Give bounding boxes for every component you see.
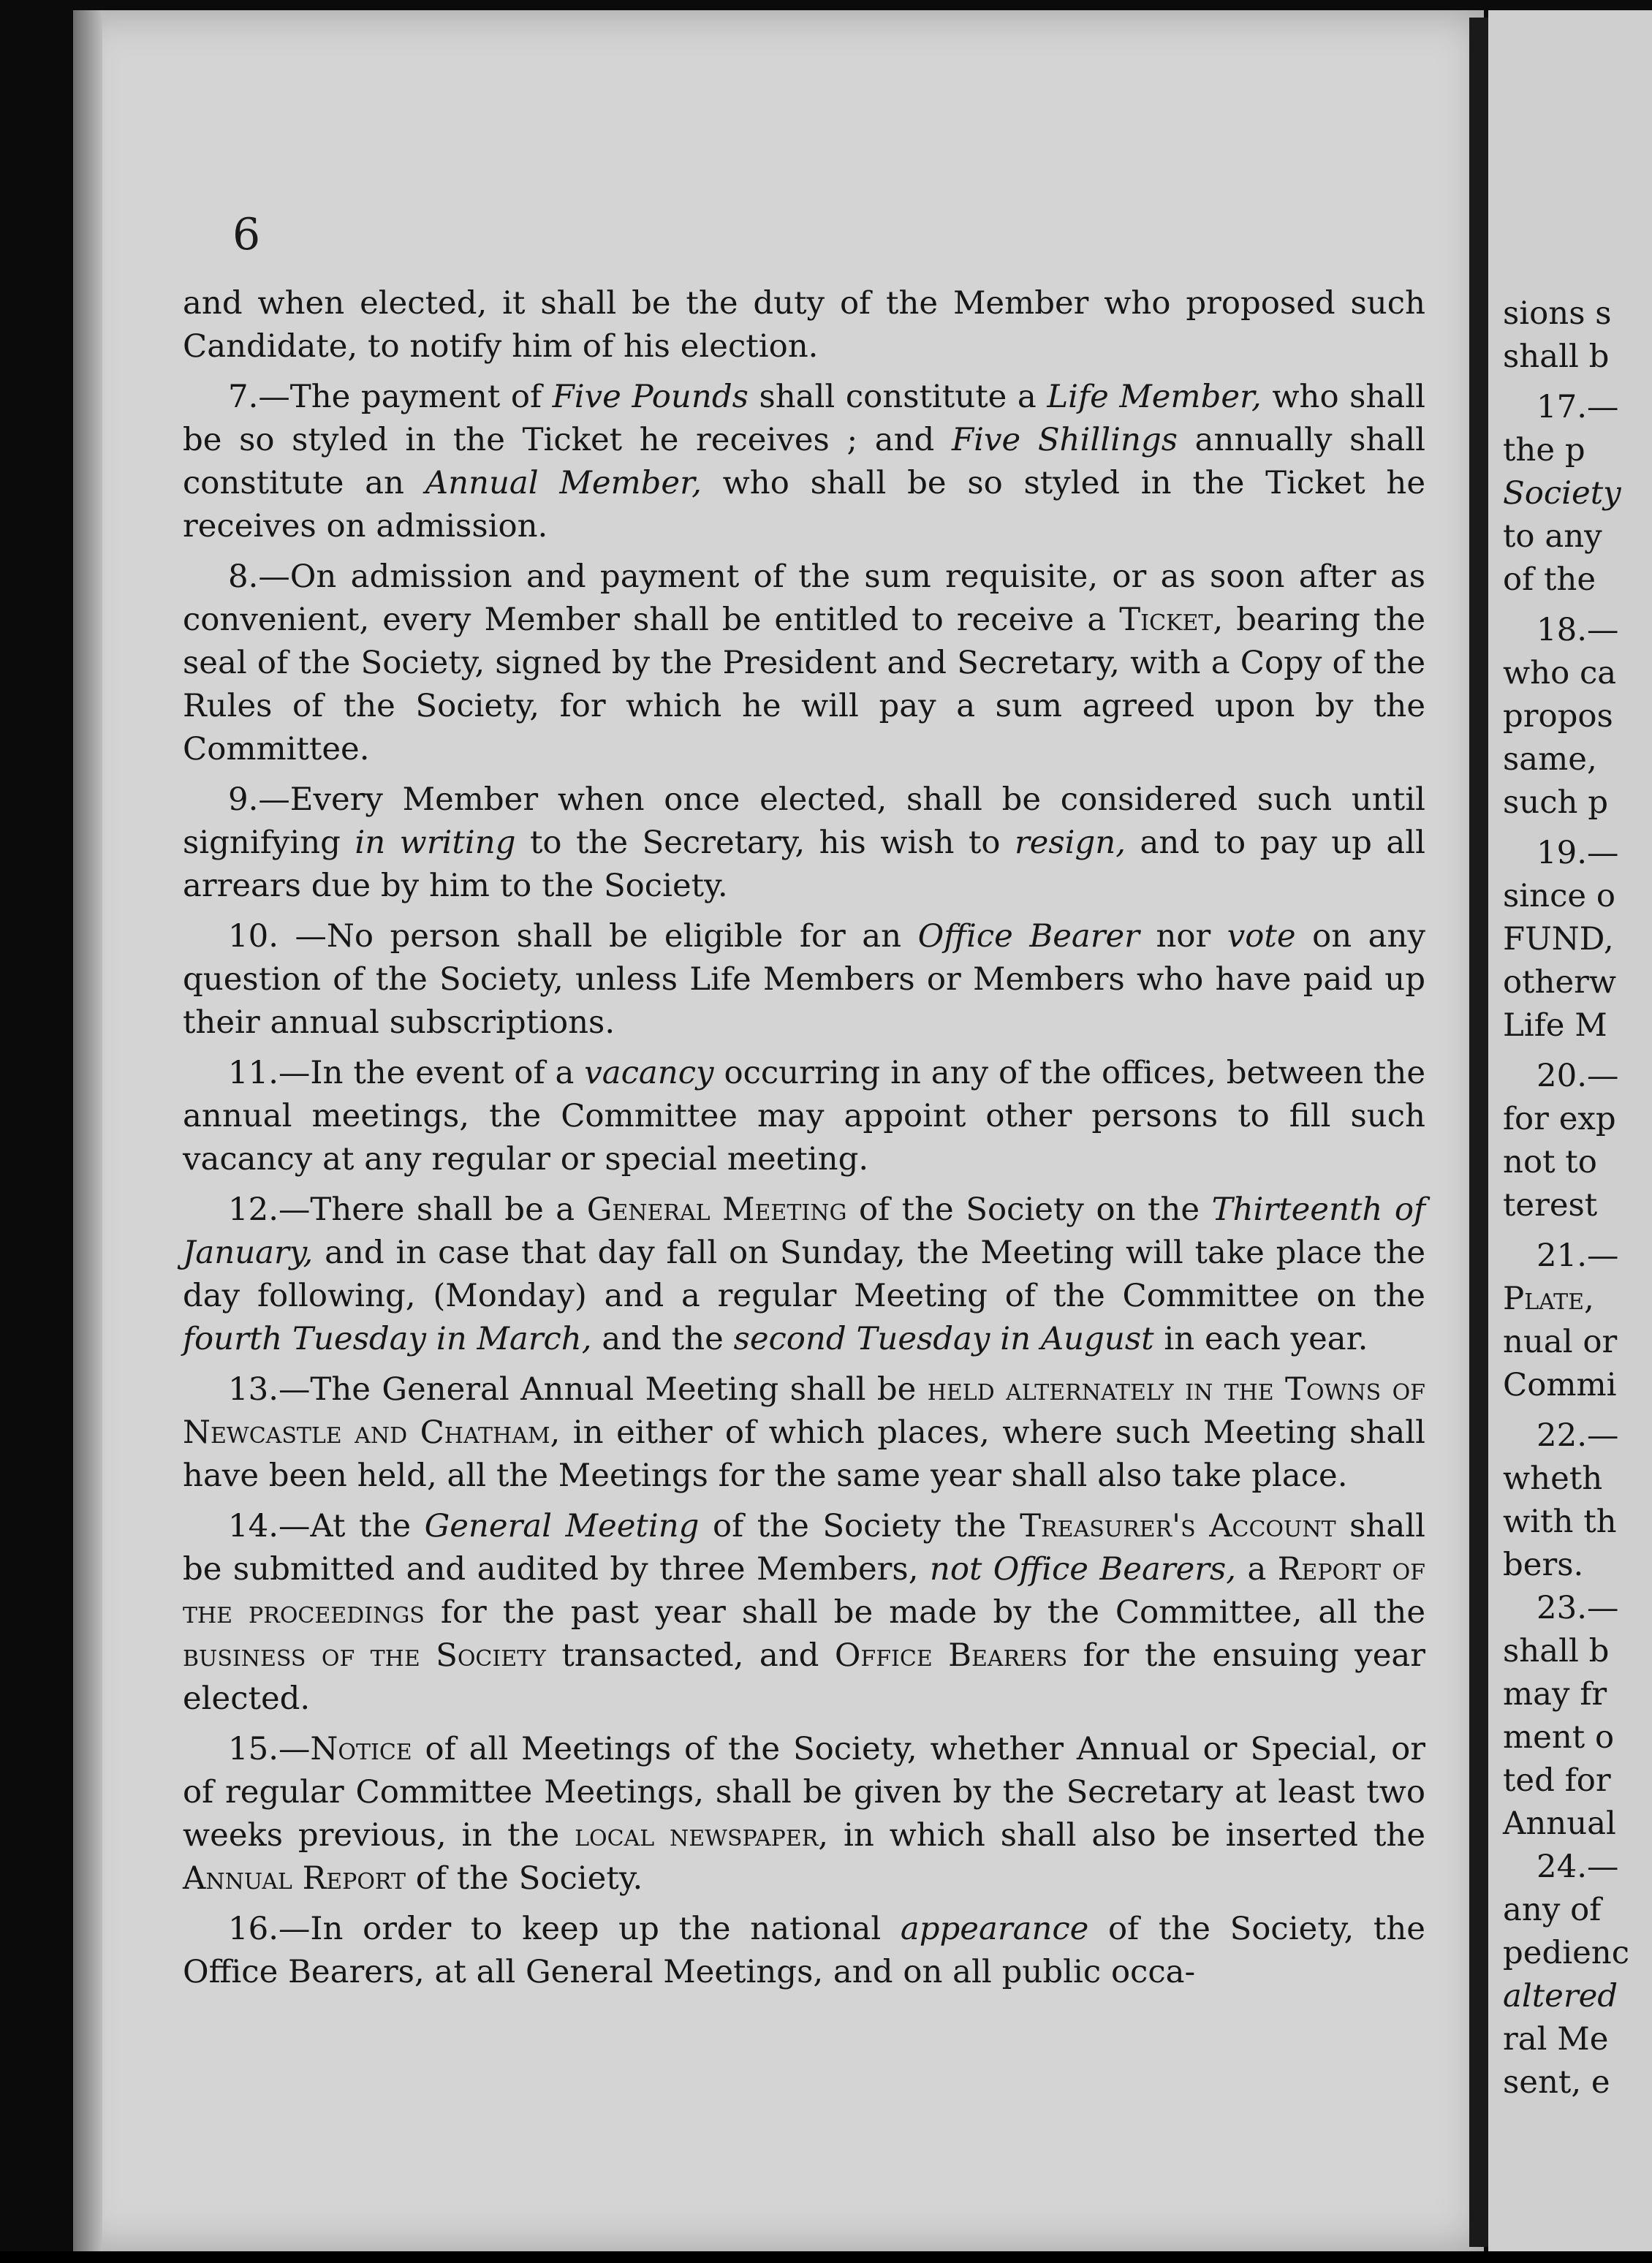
body-text: —On admission and payment of the sum requisite, or as soon after as convenient, every Member shall be entitled to receive a	[183, 558, 1425, 638]
italic-text: Annual Member,	[425, 465, 702, 501]
right-page-line-fragment: ted for	[1503, 1762, 1611, 1799]
right-page-line-fragment: 21.—	[1537, 1237, 1619, 1274]
italic-text: resign,	[1014, 825, 1126, 861]
italic-text: fourth Tuesday in March,	[183, 1321, 592, 1357]
right-page-line-fragment: for exp	[1503, 1101, 1616, 1137]
right-page-line-fragment: same,	[1503, 741, 1597, 778]
small-caps-text: business of the Society	[183, 1637, 546, 1674]
body-text: and to pay up all arrears due by him to the Society.	[183, 825, 1425, 904]
page-number: 6	[232, 209, 261, 260]
right-page-line-fragment: nual or	[1503, 1324, 1618, 1360]
body-text: transacted, and	[545, 1637, 835, 1674]
right-page-line-fragment: with th	[1503, 1504, 1617, 1540]
rule-paragraph	[183, 915, 1425, 1045]
right-page-line-fragment: since o	[1503, 878, 1615, 914]
body-text: of the Society, the Office Bearers, at all General Meetings, and on all public occa-	[183, 1911, 1425, 1990]
rule-number: 12.	[228, 1191, 279, 1228]
body-text: —No person shall be eligible for an	[279, 918, 918, 955]
right-page-line-fragment: 23.—	[1537, 1590, 1619, 1626]
right-page-line-fragment: terest	[1503, 1187, 1598, 1224]
rule-number: 8.	[228, 558, 259, 595]
italic-text: in writing	[355, 825, 516, 861]
body-text: a	[1236, 1551, 1278, 1588]
italic-text: appearance	[900, 1911, 1089, 1947]
rule-number: 14.	[228, 1508, 279, 1544]
body-text: for the ensuing year elected.	[183, 1637, 1425, 1717]
right-page-line-fragment: of the	[1503, 561, 1596, 598]
italic-text: not Office Bearers,	[929, 1551, 1237, 1588]
rule-paragraph	[183, 1728, 1425, 1900]
right-page-line-fragment: shall b	[1503, 338, 1610, 375]
right-page-line-fragment: 24.—	[1537, 1849, 1619, 1885]
italic-text: General Meeting	[424, 1508, 700, 1544]
italic-text: Thirteenth of January,	[183, 1191, 1425, 1271]
rule-paragraph	[183, 1505, 1425, 1721]
small-caps-text: Notice	[310, 1731, 412, 1767]
body-text: —The General Annual Meeting shall be	[279, 1371, 928, 1408]
body-text: , in either of which places, where such Meeting shall have been held, all the Meetings for the same year shall also take place.	[183, 1414, 1425, 1494]
body-text: —Every Member when once elected, shall be considered such until signifying	[183, 781, 1425, 861]
right-page-text-column	[1503, 292, 1652, 2104]
right-page-line-fragment: pedienc	[1503, 1935, 1630, 1971]
right-page-line-fragment: otherw	[1503, 964, 1617, 1001]
rule-number: 9.	[228, 781, 259, 818]
rule-number: 11.	[228, 1055, 279, 1091]
body-text: and the	[591, 1321, 734, 1357]
right-page-line-fragment: ral Me	[1503, 2021, 1609, 2058]
body-text: annually shall constitute an	[183, 422, 1426, 501]
small-caps-text: Annual Report	[183, 1860, 406, 1897]
right-page-line-fragment: 17.—	[1537, 389, 1619, 425]
right-page-line-fragment: Commi	[1503, 1367, 1617, 1403]
italic-text: Five Pounds	[552, 379, 749, 415]
body-text: —The payment of	[258, 379, 553, 415]
right-page-line-fragment: who ca	[1503, 655, 1617, 691]
right-page-line-fragment: such p	[1503, 784, 1609, 821]
body-text: of the Society on the	[846, 1191, 1212, 1228]
rule-number: 16.	[228, 1911, 279, 1947]
right-page-line-fragment: bers.	[1503, 1547, 1584, 1583]
italic-text: Office Bearer	[917, 918, 1140, 955]
right-page-line-fragment: 19.—	[1537, 835, 1619, 871]
body-text: who shall be so styled in the Ticket he receives on admission.	[183, 465, 1426, 545]
right-page-line-fragment: to any	[1503, 518, 1602, 555]
small-caps-text: local newspaper	[575, 1817, 819, 1854]
body-text: and when elected, it shall be the duty of the Member who proposed such Candidate, to notify him of his election.	[183, 285, 1425, 365]
body-text: occurring in any of the offices, between the annual meetings, the Committee may appoint other persons to fill such vacancy at any regular or special meeting.	[183, 1055, 1425, 1178]
body-text: —There shall be a	[279, 1191, 587, 1228]
small-caps-text: General Meeting	[586, 1191, 847, 1228]
right-page-line-fragment: altered	[1503, 1978, 1618, 2014]
italic-text: Five Shillings	[951, 422, 1178, 458]
right-page-line-fragment: Annual	[1503, 1805, 1616, 1842]
right-page-line-fragment: the p	[1503, 432, 1585, 469]
body-text: —In order to keep up the national	[279, 1911, 901, 1947]
rule-paragraph	[183, 376, 1425, 548]
right-page-line-fragment: Life M	[1503, 1007, 1607, 1044]
body-text: shall be submitted and audited by three Members,	[183, 1508, 1425, 1588]
right-page-line-fragment: shall b	[1503, 1633, 1610, 1669]
rule-number: 10.	[228, 918, 279, 955]
rule-paragraph	[183, 1052, 1425, 1181]
rule-paragraph	[183, 1368, 1425, 1498]
right-page-line-fragment: 20.—	[1537, 1058, 1619, 1094]
main-text-column	[183, 282, 1425, 1994]
right-page-line-fragment: FUND,	[1503, 921, 1614, 958]
rule-number: 15.	[228, 1731, 279, 1767]
body-text: who shall be so styled in the Ticket he receives ; and	[183, 379, 1426, 458]
italic-text: vote	[1227, 918, 1296, 955]
small-caps-text: Report of the proceedings	[183, 1551, 1425, 1631]
scan-border	[0, 2251, 1652, 2263]
rule-number: 13.	[228, 1371, 279, 1408]
rule-paragraph	[183, 778, 1425, 908]
body-text: of the Society.	[406, 1860, 643, 1897]
body-text: shall constitute a	[748, 379, 1047, 415]
right-page-line-fragment: may fr	[1503, 1676, 1607, 1713]
body-text: —In the event of a	[279, 1055, 585, 1091]
body-text: —At the	[279, 1508, 425, 1544]
small-caps-text: Treasurer's Account	[1020, 1508, 1336, 1544]
body-text: , in which shall also be inserted the	[818, 1817, 1425, 1854]
body-text: in each year.	[1153, 1321, 1368, 1357]
italic-text: Life Member,	[1047, 379, 1262, 415]
italic-text: second Tuesday in August	[733, 1321, 1154, 1357]
right-page-line-fragment: propos	[1503, 698, 1613, 735]
body-text: and in case that day fall on Sunday, the Meeting will take place the day following, (Monday) and a regular Meeting of the Committee on the	[183, 1235, 1425, 1314]
rule-paragraph	[183, 1189, 1425, 1361]
body-text: for the past year shall be made by the Committee, all the	[424, 1594, 1425, 1631]
body-text: , bearing the seal of the Society, signed by the President and Secretary, with a Copy of the Rules of the Society, for which he will pay a sum agreed upon by the Committee.	[183, 602, 1426, 767]
body-text: to the Secretary, his wish to	[515, 825, 1015, 861]
right-page	[1488, 10, 1652, 2251]
right-page-line-fragment: wheth	[1503, 1460, 1603, 1497]
rule-paragraph	[183, 556, 1425, 771]
italic-text: vacancy	[584, 1055, 714, 1091]
right-page-line-fragment: any of	[1503, 1892, 1602, 1928]
body-text: —	[279, 1731, 311, 1767]
rule-paragraph	[183, 1908, 1425, 1994]
right-page-line-fragment: Plate,	[1503, 1281, 1594, 1317]
gutter-divider	[1469, 18, 1488, 2247]
right-page-line-fragment: 18.—	[1537, 612, 1619, 648]
right-page-line-fragment: sions s	[1503, 295, 1612, 332]
small-caps-text: Office Bearers	[834, 1637, 1068, 1674]
right-page-line-fragment: Society	[1503, 475, 1621, 512]
right-page-line-fragment: sent, e	[1503, 2064, 1610, 2101]
rule-paragraph	[183, 282, 1425, 368]
right-page-line-fragment: ment o	[1503, 1719, 1615, 1756]
body-text: nor	[1139, 918, 1227, 955]
right-page-line-fragment: not to	[1503, 1144, 1597, 1180]
rule-number: 7.	[228, 379, 259, 415]
small-caps-text: held alternately in the Towns of Newcastle and Chatham	[183, 1371, 1425, 1451]
body-text: of all Meetings of the Society, whether Annual or Special, or of regular Committee Meetings, shall be given by the Secretary at least two weeks previous, in the	[183, 1731, 1425, 1854]
right-page-line-fragment: 22.—	[1537, 1417, 1619, 1454]
body-text: on any question of the Society, unless Life Members or Members who have paid up their annual subscriptions.	[183, 918, 1425, 1041]
page-edge-shadow	[73, 10, 102, 2251]
body-text: of the Society the	[699, 1508, 1020, 1544]
small-caps-text: Ticket	[1119, 602, 1213, 638]
